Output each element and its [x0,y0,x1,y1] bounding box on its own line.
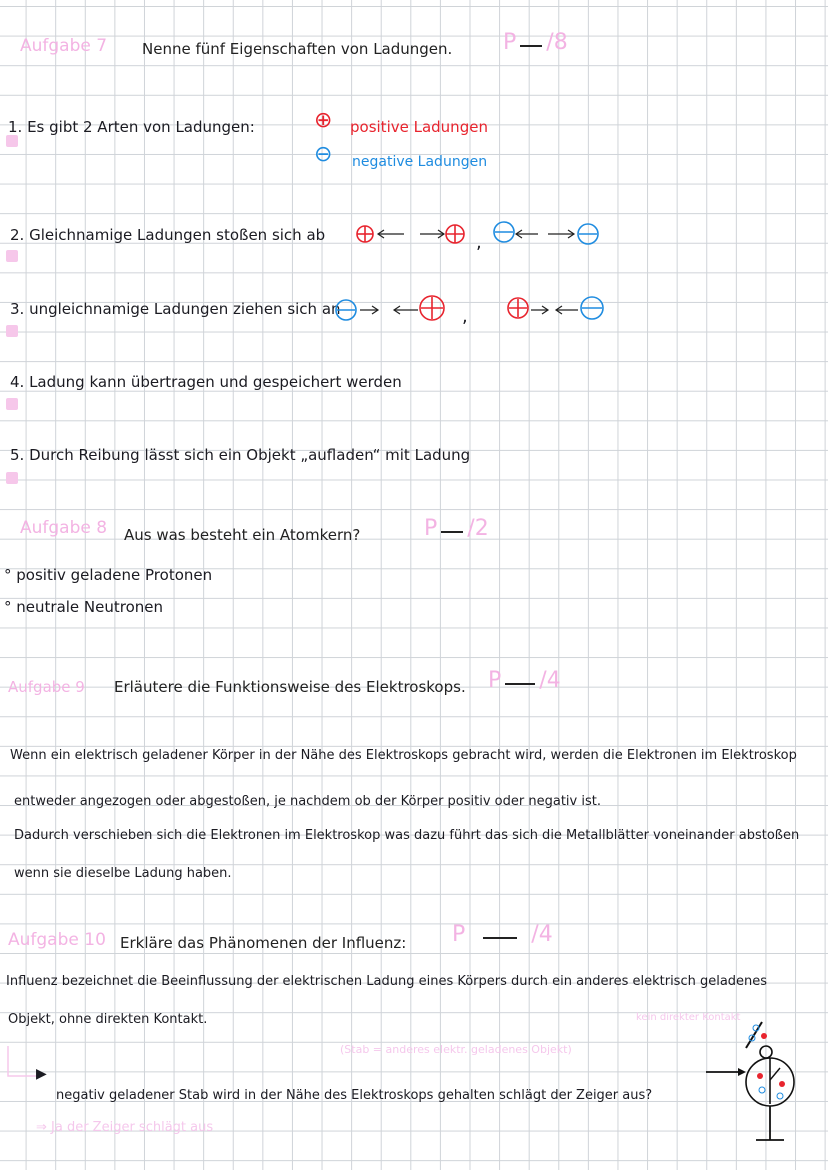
paragraph-line: Objekt, ohne direkten Kontakt. [8,1012,208,1027]
task-10-question: Erkläre das Phänomenen der Influenz: [120,934,407,952]
task-9-question: Erläutere die Funktionsweise des Elektroskops. [114,678,466,696]
task-8-question: Aus was besteht ein Atomkern? [124,526,361,544]
task-10-points: P /4 [452,922,553,947]
paragraph-line: entweder angezogen oder abgestoßen, je nachdem ob der Körper positiv oder negativ ist. [14,794,601,809]
positive-label: positive Ladungen [350,118,488,136]
list-item [8,118,255,136]
contact-note: kein direkter Kontakt [636,1012,741,1023]
paragraph-line: Influenz bezeichnet die Beeinflussung der elektrischen Ladung eines Körpers durch ein anderes elektrisch geladenes [6,974,768,989]
list-item: ° neutrale Neutronen [4,598,164,616]
stab-note: (Stab = anderes elektr. geladenes Objekt) [340,1043,572,1056]
task-9-points: P /4 [488,668,561,693]
margin-marker [6,250,18,262]
result-line: negativ geladener Stab wird in der Nähe des Elektroskops gehalten schlägt der Zeiger aus? [56,1088,653,1103]
margin-marker [6,398,18,410]
list-item: 2. Gleichnamige Ladungen stoßen sich ab [10,226,326,244]
task-7-question: Nenne fünf Eigenschaften von Ladungen. [142,40,453,58]
minus-charge-icon: ⊖ [314,142,333,167]
task-9-label: Aufgabe 9 [8,678,85,696]
task-7-label: Aufgabe 7 [20,36,108,56]
list-item: 4. Ladung kann übertragen und gespeichert werden [10,373,402,391]
separator-comma: , [476,232,482,253]
paragraph-line: Wenn ein elektrisch geladener Körper in der Nähe des Elektroskops gebracht wird, werden die Elektronen im Elektroskop [10,748,797,763]
list-item: 5. Durch Reibung lässt sich ein Objekt „aufladen“ mit Ladung [10,446,471,464]
plus-charge-icon: ⊕ [314,108,333,133]
margin-marker [6,325,18,337]
item-text: 1. Es gibt 2 Arten von Ladungen: [8,118,255,136]
repel-diagram [352,216,612,250]
margin-marker [6,472,18,484]
faint-answer: ⇒ Ja der Zeiger schlägt aus [36,1120,214,1135]
points-blank [520,45,542,47]
paragraph-line: Dadurch verschieben sich die Elektronen im Elektroskop was dazu führt das sich die Metallblätter voneinander abstoßen [14,828,800,843]
paragraph-line: wenn sie dieselbe Ladung haben. [14,866,232,881]
separator-comma: , [462,306,468,327]
points-total: /8 [546,30,568,55]
negative-label: negative Ladungen [352,154,488,170]
margin-marker [6,135,18,147]
task-8-label: Aufgabe 8 [20,518,108,538]
list-item: ° positiv geladene Protonen [4,566,213,584]
arrow-icon: ▶ [36,1066,47,1082]
points-prefix: P [503,30,517,55]
task-8-points: P /2 [424,516,489,541]
attract-diagram [332,292,622,326]
list-item: 3. ungleichnamige Ladungen ziehen sich an [10,300,341,318]
electroscope-diagram [690,1018,810,1148]
task-10-label: Aufgabe 10 [8,930,106,950]
task-7-points [503,30,568,55]
